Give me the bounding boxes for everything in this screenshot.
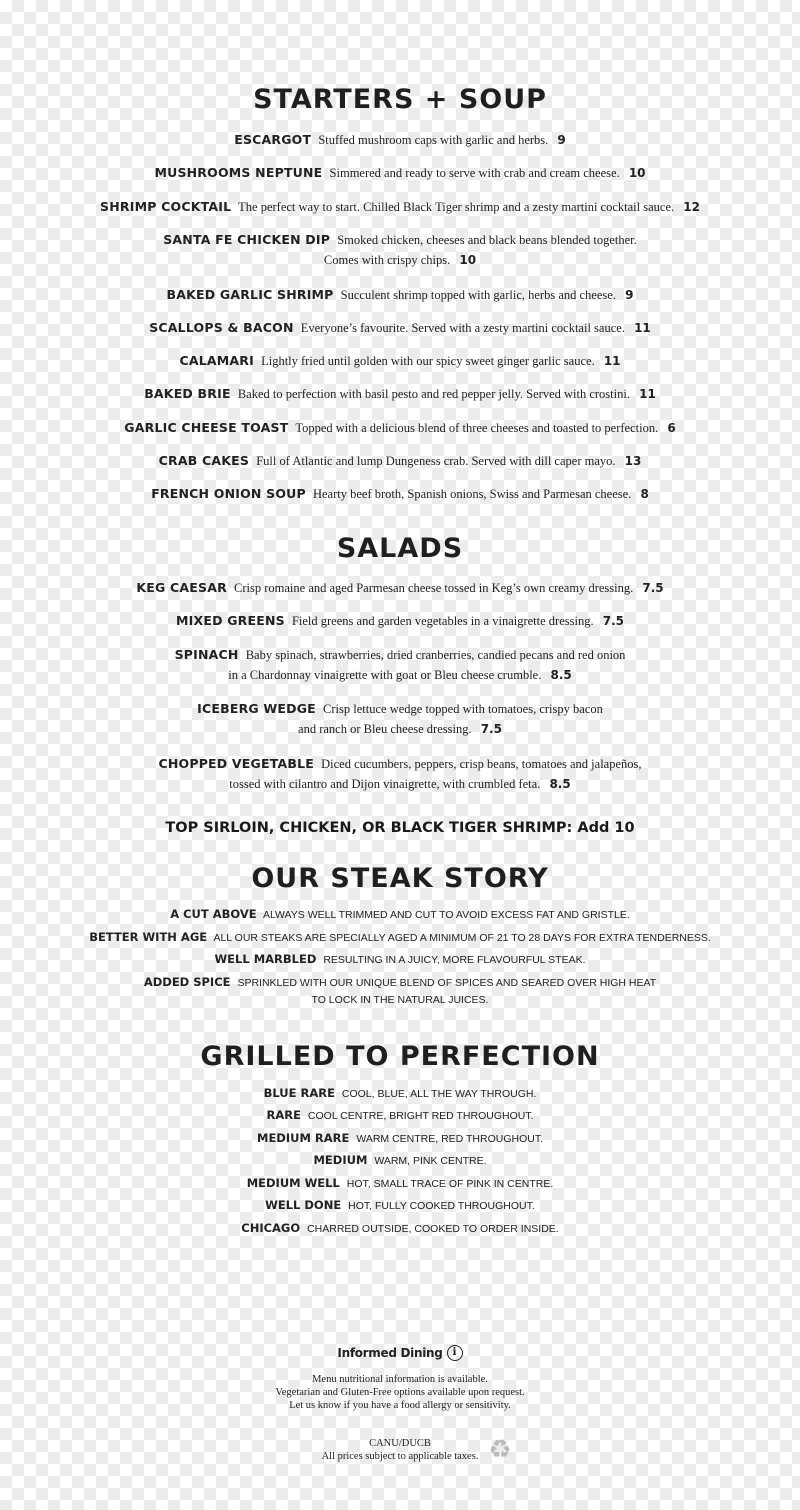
- doneness-description: WARM, PINK CENTRE.: [374, 1155, 487, 1167]
- item-name: CHOPPED VEGETABLE: [158, 756, 314, 771]
- item-description: Baked to perfection with basil pesto and red pepper jelly. Served with crostini.: [237, 387, 630, 401]
- info-icon: i: [447, 1345, 463, 1361]
- story-item-added-spice: [30, 974, 770, 1009]
- item-name: SHRIMP COCKTAIL: [100, 199, 232, 214]
- salads-heading: SALADS: [336, 533, 464, 564]
- item-description: Topped with a delicious blend of three cheeses and toasted to perfection.: [295, 421, 659, 435]
- doneness-chicago: [30, 1220, 770, 1238]
- tax-note: All prices subject to applicable taxes.: [321, 1451, 479, 1462]
- doneness-name: BLUE RARE: [263, 1086, 335, 1100]
- item-price: 8.5: [550, 668, 572, 682]
- item-price: 7.5: [642, 581, 664, 595]
- item-name: CRAB CAKES: [158, 453, 250, 468]
- menu-item-baked-garlic-shrimp: [20, 285, 780, 305]
- item-price: 6: [667, 421, 676, 435]
- item-description-line2: and ranch or Bleu cheese dressing.: [298, 722, 472, 736]
- item-description-line2: Comes with crispy chips.: [323, 253, 451, 267]
- menu-item-keg-caesar: [20, 578, 780, 598]
- story-name: BETTER WITH AGE: [89, 930, 208, 944]
- doneness-well-done: [30, 1197, 770, 1215]
- tax-notice: [0, 1437, 800, 1463]
- nutrition-notice: [0, 1373, 800, 1412]
- item-name: BAKED BRIE: [144, 386, 231, 401]
- item-description: The perfect way to start. Chilled Black Tiger shrimp and a zesty martini cocktail sauce.: [238, 200, 675, 214]
- doneness-name: MEDIUM: [313, 1153, 368, 1167]
- doneness-description: COOL, BLUE, ALL THE WAY THROUGH.: [341, 1088, 537, 1100]
- notice-line: Vegetarian and Gluten-Free options available upon request.: [275, 1387, 525, 1398]
- story-description: ALWAYS WELL TRIMMED AND CUT TO AVOID EXCESS FAT AND GRISTLE.: [262, 909, 630, 921]
- grilled-heading: GRILLED TO PERFECTION: [200, 1041, 600, 1072]
- recycle-icon: ♻: [488, 1435, 512, 1465]
- menu-item-mushrooms-neptune: [20, 163, 780, 183]
- item-name: KEG CAESAR: [136, 580, 227, 595]
- item-description: Field greens and garden vegetables in a vinaigrette dressing.: [291, 614, 594, 628]
- doneness-name: WELL DONE: [265, 1198, 342, 1212]
- doneness-name: RARE: [266, 1108, 301, 1122]
- menu-item-spinach: [20, 645, 780, 685]
- print-code: CANU/DUCB: [369, 1438, 431, 1449]
- steak-story-heading: OUR STEAK STORY: [251, 863, 549, 894]
- item-description-line2: tossed with cilantro and Dijon vinaigrette, with crumbled feta.: [229, 777, 541, 791]
- item-name: BAKED GARLIC SHRIMP: [166, 287, 334, 302]
- menu-item-scallops-bacon: [20, 318, 780, 338]
- item-description: Crisp lettuce wedge topped with tomatoes, crispy bacon: [323, 702, 603, 716]
- item-description: Hearty beef broth, Spanish onions, Swiss and Parmesan cheese.: [312, 487, 632, 501]
- item-description: Crisp romaine and aged Parmesan cheese tossed in Keg’s own creamy dressing.: [234, 581, 634, 595]
- item-price: 8: [640, 487, 649, 501]
- item-description: Lightly fried until golden with our spicy sweet ginger garlic sauce.: [261, 354, 595, 368]
- doneness-description: CHARRED OUTSIDE, COOKED TO ORDER INSIDE.: [307, 1223, 559, 1235]
- item-price: 11: [639, 387, 656, 401]
- story-description: RESULTING IN A JUICY, MORE FLAVOURFUL STEAK.: [323, 954, 586, 966]
- item-name: ICEBERG WEDGE: [197, 701, 316, 716]
- informed-dining-logo: [0, 1344, 800, 1362]
- doneness-name: CHICAGO: [241, 1221, 301, 1235]
- item-price: 11: [634, 321, 651, 335]
- doneness-name: MEDIUM RARE: [257, 1131, 350, 1145]
- item-name: MIXED GREENS: [176, 613, 285, 628]
- item-name: CALAMARI: [179, 353, 254, 368]
- story-description: SPRINKLED WITH OUR UNIQUE BLEND OF SPICES AND SEARED OVER HIGH HEAT: [237, 977, 657, 989]
- informed-dining-label: Informed Dining: [337, 1346, 443, 1360]
- menu-item-santa-fe-chicken-dip: [20, 230, 780, 270]
- story-item-a-cut-above: [30, 906, 770, 924]
- notice-line: Menu nutritional information is available.: [312, 1374, 488, 1385]
- item-name: SCALLOPS & BACON: [149, 320, 294, 335]
- menu-item-escargot: [20, 130, 780, 150]
- menu-item-crab-cakes: [20, 451, 780, 471]
- item-description: Baby spinach, strawberries, dried cranberries, candied pecans and red onion: [245, 648, 626, 662]
- item-description: Diced cucumbers, peppers, crisp beans, tomatoes and jalapeños,: [321, 757, 642, 771]
- story-name: A CUT ABOVE: [170, 907, 257, 921]
- item-description-line2: in a Chardonnay vinaigrette with goat or Bleu cheese crumble.: [228, 668, 542, 682]
- menu-item-garlic-cheese-toast: [20, 418, 780, 438]
- story-description: ALL OUR STEAKS ARE SPECIALLY AGED A MINIMUM OF 21 TO 28 DAYS FOR EXTRA TENDERNESS.: [213, 932, 711, 944]
- item-price: 9: [557, 133, 566, 147]
- menu-item-calamari: [20, 351, 780, 371]
- item-price: 7.5: [480, 722, 502, 736]
- menu-item-mixed-greens: [20, 611, 780, 631]
- item-price: 10: [459, 253, 477, 267]
- notice-line: Let us know if you have a food allergy or sensitivity.: [289, 1400, 511, 1411]
- item-price: 10: [628, 166, 646, 180]
- doneness-blue-rare: [30, 1085, 770, 1103]
- doneness-rare: [30, 1107, 770, 1125]
- menu-item-chopped-vegetable: [20, 754, 780, 794]
- doneness-description: WARM CENTRE, RED THROUGHOUT.: [356, 1133, 543, 1145]
- item-description: Everyone’s favourite. Served with a zesty martini cocktail sauce.: [300, 321, 625, 335]
- doneness-description: HOT, SMALL TRACE OF PINK IN CENTRE.: [346, 1178, 554, 1190]
- item-description: Simmered and ready to serve with crab and cream cheese.: [329, 166, 620, 180]
- doneness-medium: [30, 1152, 770, 1170]
- item-name: FRENCH ONION SOUP: [151, 486, 306, 501]
- story-description-line2: TO LOCK IN THE NATURAL JUICES.: [311, 994, 489, 1006]
- doneness-description: HOT, FULLY COOKED THROUGHOUT.: [348, 1200, 535, 1212]
- story-item-better-with-age: [30, 929, 770, 947]
- item-description: Succulent shrimp topped with garlic, herbs and cheese.: [340, 288, 616, 302]
- item-price: 13: [624, 454, 642, 468]
- item-price: 8.5: [549, 777, 571, 791]
- doneness-medium-rare: [30, 1130, 770, 1148]
- item-price: 9: [625, 288, 634, 302]
- item-name: SANTA FE CHICKEN DIP: [163, 232, 331, 247]
- story-name: WELL MARBLED: [214, 952, 317, 966]
- item-price: 7.5: [602, 614, 624, 628]
- doneness-name: MEDIUM WELL: [246, 1176, 340, 1190]
- item-description: Stuffed mushroom caps with garlic and herbs.: [318, 133, 549, 147]
- item-description: Full of Atlantic and lump Dungeness crab. Served with dill caper mayo.: [256, 454, 616, 468]
- menu-item-baked-brie: [20, 384, 780, 404]
- item-price: 11: [603, 354, 621, 368]
- menu-item-iceberg-wedge: [20, 699, 780, 739]
- doneness-description: COOL CENTRE, BRIGHT RED THROUGHOUT.: [307, 1110, 534, 1122]
- story-item-well-marbled: [30, 951, 770, 969]
- item-name: GARLIC CHEESE TOAST: [124, 420, 289, 435]
- item-name: SPINACH: [174, 647, 239, 662]
- item-description: Smoked chicken, cheeses and black beans blended together.: [337, 233, 637, 247]
- menu-item-french-onion-soup: [20, 484, 780, 504]
- doneness-medium-well: [30, 1175, 770, 1193]
- starters-heading: STARTERS + SOUP: [253, 84, 547, 115]
- salad-addon: TOP SIRLOIN, CHICKEN, OR BLACK TIGER SHRIMP: Add 10: [165, 820, 635, 836]
- story-name: ADDED SPICE: [143, 975, 231, 989]
- item-name: MUSHROOMS NEPTUNE: [154, 165, 323, 180]
- item-price: 12: [683, 200, 700, 214]
- menu-item-shrimp-cocktail: [20, 197, 780, 217]
- item-name: ESCARGOT: [234, 132, 312, 147]
